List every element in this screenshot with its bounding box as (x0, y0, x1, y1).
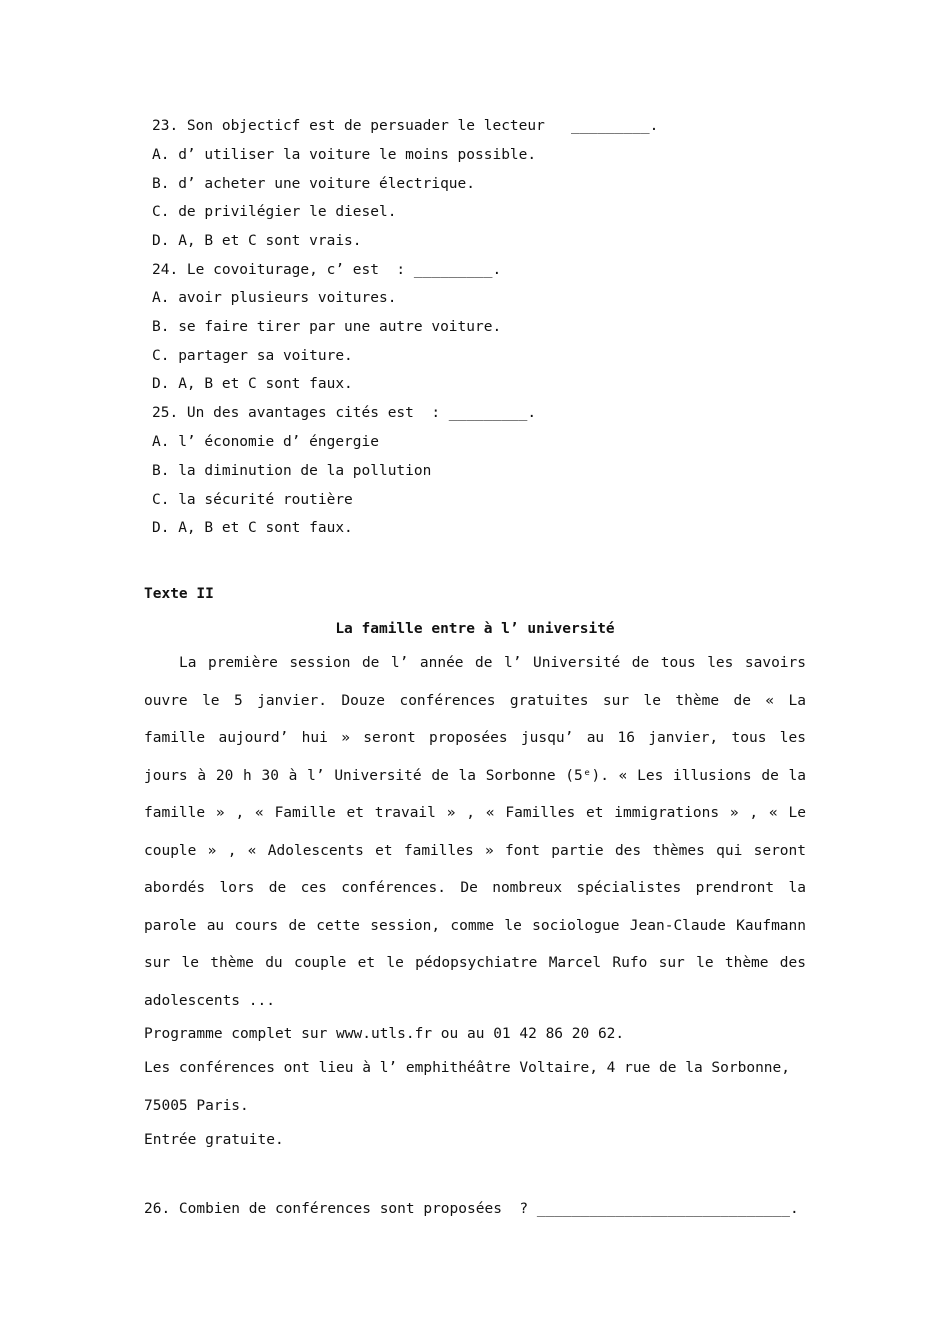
question-25-option-a: A. l’ économie d’ éngergie (152, 434, 379, 450)
section-label: Texte II (144, 586, 214, 602)
question-25-option-b: B. la diminution de la pollution (152, 463, 432, 479)
entry-line: Entrée gratuite. (144, 1132, 284, 1148)
question-23-option-d: D. A, B et C sont vrais. (152, 233, 362, 249)
question-23: 23. Son objecticf est de persuader le lecteur _________. (152, 118, 659, 134)
question-26: 26. Combien de conférences sont proposées ? _____________________________. (144, 1201, 799, 1217)
location-line-1: Les conférences ont lieu à l’ emphithéâtre Voltaire, 4 rue de la Sorbonne, (144, 1060, 791, 1076)
question-23-option-c: C. de privilégier le diesel. (152, 204, 397, 220)
question-24-option-a: A. avoir plusieurs voitures. (152, 290, 397, 306)
question-25-option-c: C. la sécurité routière (152, 492, 353, 508)
question-24-option-b: B. se faire tirer par une autre voiture. (152, 319, 502, 335)
text-title: La famille entre à l’ université (335, 621, 615, 637)
question-24-option-c: C. partager sa voiture. (152, 348, 353, 364)
question-23-option-b: B. d’ acheter une voiture électrique. (152, 176, 476, 192)
programme-line: Programme complet sur www.utls.fr ou au 01 42 86 20 62. (144, 1026, 625, 1042)
question-24: 24. Le covoiturage, c’ est : _________. (152, 262, 502, 278)
question-24-option-d: D. A, B et C sont faux. (152, 376, 353, 392)
location-line-2: 75005 Paris. (144, 1098, 249, 1114)
question-25-option-d: D. A, B et C sont faux. (152, 520, 353, 536)
text-paragraph: La première session de l’ année de l’ Université de tous les savoirs ouvre le 5 janvier. Douze conférences gratuites sur le thème de « La famille aujourd’ hui » seront proposées jusqu’ au 16 janvier, tous les jours à 20 h 30 à l’ Université de la Sorbonne (5ᵉ). « Les illusions de la famille » , « Famille et travail » , « Familles et immigrations » , « Le couple » , « Adolescents et familles » font partie des thèmes qui seront abordés lors de ces conférences. De nombreux spécialistes prendront la parole au cours de cette session, comme le sociologue Jean-Claude Kaufmann sur le thème du couple et le pédopsychiatre Marcel Rufo sur le thème des adolescents ... (144, 655, 806, 1009)
question-25: 25. Un des avantages cités est : _________. (152, 405, 537, 421)
question-23-option-a: A. d’ utiliser la voiture le moins possible. (152, 147, 537, 163)
